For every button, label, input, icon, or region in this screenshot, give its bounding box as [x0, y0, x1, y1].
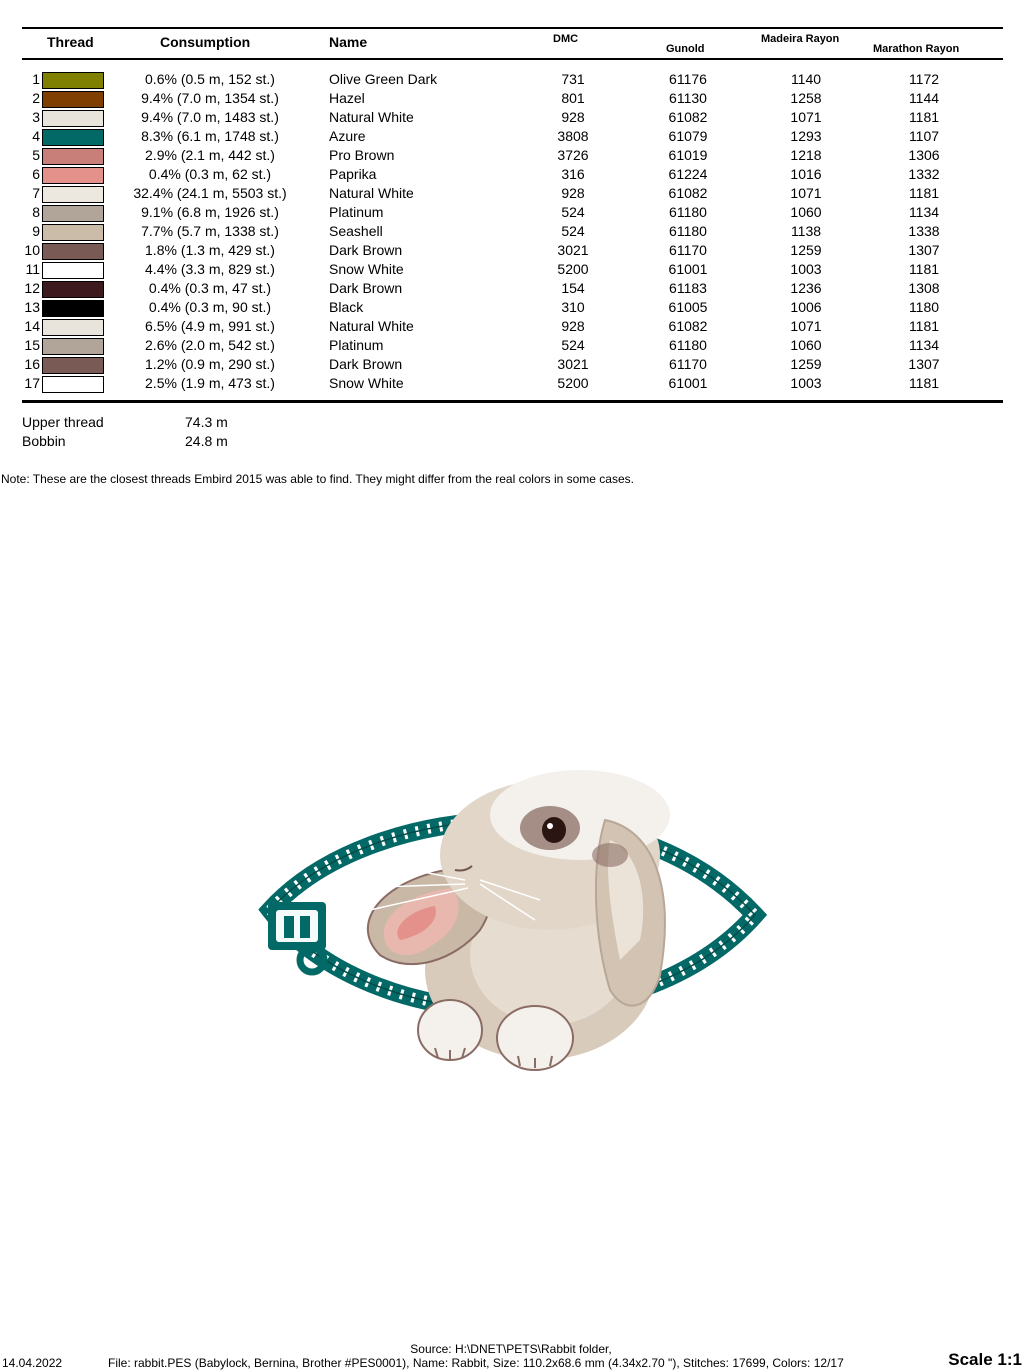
header-madeira: Madeira Rayon [761, 33, 840, 45]
thread-name: Snow White [329, 261, 404, 277]
thread-gunold: 61176 [669, 71, 707, 87]
thread-color-swatch [42, 148, 104, 165]
thread-madeira: 1071 [790, 318, 822, 334]
header-name: Name [329, 34, 368, 50]
thread-consumption: 8.3% (6.1 m, 1748 st.) [141, 128, 279, 144]
thread-name: Paprika [329, 166, 377, 182]
thread-name: Platinum [329, 337, 384, 353]
footer-scale: Scale 1:1 [948, 1350, 1022, 1369]
thread-number: 16 [24, 356, 40, 372]
thread-number: 10 [24, 242, 40, 258]
thread-marathon: 1134 [908, 204, 940, 220]
thread-consumption: 2.9% (2.1 m, 442 st.) [145, 147, 275, 163]
footer-file-info: File: rabbit.PES (Babylock, Bernina, Brother #PES0001), Name: Rabbit, Size: 110.2x68.6 mm (4.34x2.70 "), Stitches: 17699, Colors: 12/17 [108, 1356, 844, 1370]
thread-madeira: 1140 [790, 71, 822, 87]
thread-name: Dark Brown [329, 242, 403, 258]
thread-marathon: 1134 [908, 337, 940, 353]
thread-madeira: 1016 [790, 166, 822, 182]
thread-madeira: 1259 [790, 242, 822, 258]
thread-number: 6 [32, 166, 40, 182]
thread-marathon: 1181 [908, 375, 940, 391]
thread-number: 1 [32, 71, 40, 87]
thread-name: Dark Brown [329, 356, 403, 372]
thread-dmc: 928 [561, 109, 585, 125]
header-dmc: DMC [553, 33, 579, 45]
thread-madeira: 1003 [790, 375, 822, 391]
thread-dmc: 3726 [557, 147, 589, 163]
thread-number: 17 [24, 375, 40, 391]
thread-number: 3 [32, 109, 40, 125]
thread-madeira: 1060 [790, 204, 822, 220]
thread-gunold: 61019 [668, 147, 708, 163]
table-row [0, 355, 1024, 374]
thread-name: Hazel [329, 90, 365, 106]
table-row [0, 279, 1024, 298]
thread-name: Seashell [329, 223, 383, 239]
thread-consumption: 1.2% (0.9 m, 290 st.) [145, 356, 275, 372]
header-consumption: Consumption [160, 34, 251, 50]
thread-marathon: 1172 [908, 71, 940, 87]
thread-name: Snow White [329, 375, 404, 391]
thread-dmc: 154 [561, 280, 585, 296]
thread-color-swatch [42, 110, 104, 127]
table-row [0, 165, 1024, 184]
thread-color-swatch [42, 205, 104, 222]
thread-color-swatch [42, 129, 104, 146]
thread-color-swatch [42, 376, 104, 393]
header-thread: Thread [47, 34, 94, 50]
table-row [0, 108, 1024, 127]
thread-color-swatch [42, 91, 104, 108]
thread-madeira: 1293 [790, 128, 822, 144]
footer-date: 14.04.2022 [2, 1356, 63, 1370]
thread-marathon: 1308 [908, 280, 940, 296]
thread-name: Natural White [329, 109, 414, 125]
thread-consumption: 9.1% (6.8 m, 1926 st.) [141, 204, 279, 220]
thread-consumption: 32.4% (24.1 m, 5503 st.) [133, 185, 287, 201]
thread-number: 13 [24, 299, 40, 315]
thread-number: 12 [24, 280, 40, 296]
thread-madeira: 1236 [790, 280, 822, 296]
table-row [0, 203, 1024, 222]
thread-dmc: 5200 [557, 375, 589, 391]
thread-dmc: 928 [561, 185, 585, 201]
thread-number: 9 [32, 223, 40, 239]
thread-gunold: 61180 [669, 337, 707, 353]
thread-gunold: 61180 [669, 223, 707, 239]
table-row [0, 336, 1024, 355]
thread-marathon: 1181 [908, 109, 940, 125]
thread-gunold: 61001 [668, 261, 708, 277]
thread-consumption: 0.4% (0.3 m, 62 st.) [148, 166, 272, 182]
thread-madeira: 1071 [790, 185, 822, 201]
thread-marathon: 1181 [908, 261, 940, 277]
thread-name: Natural White [329, 318, 414, 334]
table-top-rule [22, 27, 1003, 29]
thread-color-swatch [42, 262, 104, 279]
bobbin-value: 24.8 m [185, 433, 228, 449]
table-row [0, 222, 1024, 241]
thread-dmc: 731 [561, 71, 585, 87]
thread-name: Platinum [329, 204, 384, 220]
thread-dmc: 524 [561, 204, 585, 220]
thread-marathon: 1307 [908, 356, 940, 372]
thread-dmc: 801 [561, 90, 585, 106]
thread-madeira: 1218 [790, 147, 822, 163]
thread-gunold: 61082 [668, 185, 708, 201]
thread-name: Azure [329, 128, 366, 144]
thread-number: 2 [32, 90, 40, 106]
thread-madeira: 1258 [790, 90, 822, 106]
thread-gunold: 61180 [669, 204, 707, 220]
thread-marathon: 1180 [908, 299, 940, 315]
table-row [0, 317, 1024, 336]
thread-dmc: 5200 [557, 261, 589, 277]
thread-consumption: 2.5% (1.9 m, 473 st.) [145, 375, 275, 391]
thread-dmc: 310 [561, 299, 585, 315]
footer-source: Source: H:\DNET\PETS\Rabbit folder, [410, 1342, 612, 1356]
thread-dmc: 524 [561, 223, 585, 239]
thread-color-swatch [42, 319, 104, 336]
thread-color-swatch [42, 281, 104, 298]
thread-madeira: 1259 [790, 356, 822, 372]
thread-gunold: 61170 [669, 242, 707, 258]
thread-color-swatch [42, 72, 104, 89]
thread-dmc: 928 [561, 318, 585, 334]
thread-color-swatch [42, 300, 104, 317]
table-row [0, 260, 1024, 279]
thread-madeira: 1071 [790, 109, 822, 125]
thread-madeira: 1003 [790, 261, 822, 277]
thread-gunold: 61082 [668, 318, 708, 334]
thread-gunold: 61079 [668, 128, 708, 144]
embroidery-preview [250, 760, 770, 1080]
thread-consumption: 2.6% (2.0 m, 542 st.) [145, 337, 275, 353]
thread-color-swatch [42, 338, 104, 355]
thread-consumption: 9.4% (7.0 m, 1483 st.) [141, 109, 279, 125]
upper-thread-label: Upper thread [22, 414, 104, 430]
thread-gunold: 61082 [668, 109, 708, 125]
thread-marathon: 1307 [908, 242, 940, 258]
thread-consumption: 1.8% (1.3 m, 429 st.) [145, 242, 275, 258]
thread-consumption: 4.4% (3.3 m, 829 st.) [145, 261, 275, 277]
thread-dmc: 3021 [557, 242, 589, 258]
thread-number: 15 [24, 337, 40, 353]
table-row [0, 374, 1024, 393]
thread-number: 11 [25, 261, 40, 277]
thread-consumption: 0.4% (0.3 m, 47 st.) [148, 280, 272, 296]
thread-dmc: 316 [561, 166, 585, 182]
thread-note: Note: These are the closest threads Embird 2015 was able to find. They might differ from the real colors in some cases. [1, 472, 634, 486]
table-header-rule [22, 58, 1003, 60]
thread-name: Black [329, 299, 364, 315]
header-marathon: Marathon Rayon [873, 43, 960, 55]
thread-name: Dark Brown [329, 280, 403, 296]
header-gunold: Gunold [666, 43, 705, 55]
thread-color-swatch [42, 243, 104, 260]
thread-marathon: 1338 [908, 223, 940, 239]
thread-color-swatch [42, 167, 104, 184]
thread-name: Natural White [329, 185, 414, 201]
thread-number: 5 [32, 147, 40, 163]
thread-gunold: 61130 [669, 90, 707, 106]
thread-marathon: 1107 [908, 128, 940, 144]
thread-madeira: 1138 [790, 223, 822, 239]
upper-thread-value: 74.3 m [185, 414, 228, 430]
thread-name: Pro Brown [329, 147, 395, 163]
thread-color-swatch [42, 186, 104, 203]
bunny-eye [542, 817, 566, 843]
thread-marathon: 1144 [908, 90, 940, 106]
thread-madeira: 1060 [790, 337, 822, 353]
table-row [0, 89, 1024, 108]
thread-color-swatch [42, 224, 104, 241]
thread-marathon: 1181 [908, 318, 940, 334]
table-row [0, 241, 1024, 260]
thread-gunold: 61005 [668, 299, 708, 315]
table-row [0, 298, 1024, 317]
thread-number: 14 [24, 318, 40, 334]
thread-consumption: 7.7% (5.7 m, 1338 st.) [141, 223, 279, 239]
thread-marathon: 1332 [908, 166, 940, 182]
table-bottom-rule [22, 400, 1003, 403]
thread-consumption: 0.6% (0.5 m, 152 st.) [145, 71, 275, 87]
thread-number: 4 [32, 128, 40, 144]
thread-gunold: 61183 [669, 280, 707, 296]
thread-madeira: 1006 [790, 299, 822, 315]
thread-number: 7 [32, 185, 40, 201]
thread-gunold: 61001 [668, 375, 708, 391]
thread-color-swatch [42, 357, 104, 374]
thread-dmc: 524 [561, 337, 585, 353]
table-row [0, 127, 1024, 146]
thread-gunold: 61224 [668, 166, 708, 182]
table-row [0, 70, 1024, 89]
bobbin-label: Bobbin [22, 433, 66, 449]
table-row [0, 146, 1024, 165]
thread-dmc: 3808 [557, 128, 589, 144]
thread-gunold: 61170 [669, 356, 707, 372]
thread-consumption: 6.5% (4.9 m, 991 st.) [145, 318, 275, 334]
thread-consumption: 0.4% (0.3 m, 90 st.) [148, 299, 272, 315]
thread-number: 8 [32, 204, 40, 220]
thread-marathon: 1181 [908, 185, 940, 201]
thread-consumption: 9.4% (7.0 m, 1354 st.) [141, 90, 279, 106]
thread-name: Olive Green Dark [329, 71, 438, 87]
thread-marathon: 1306 [908, 147, 940, 163]
thread-dmc: 3021 [557, 356, 589, 372]
table-row [0, 184, 1024, 203]
